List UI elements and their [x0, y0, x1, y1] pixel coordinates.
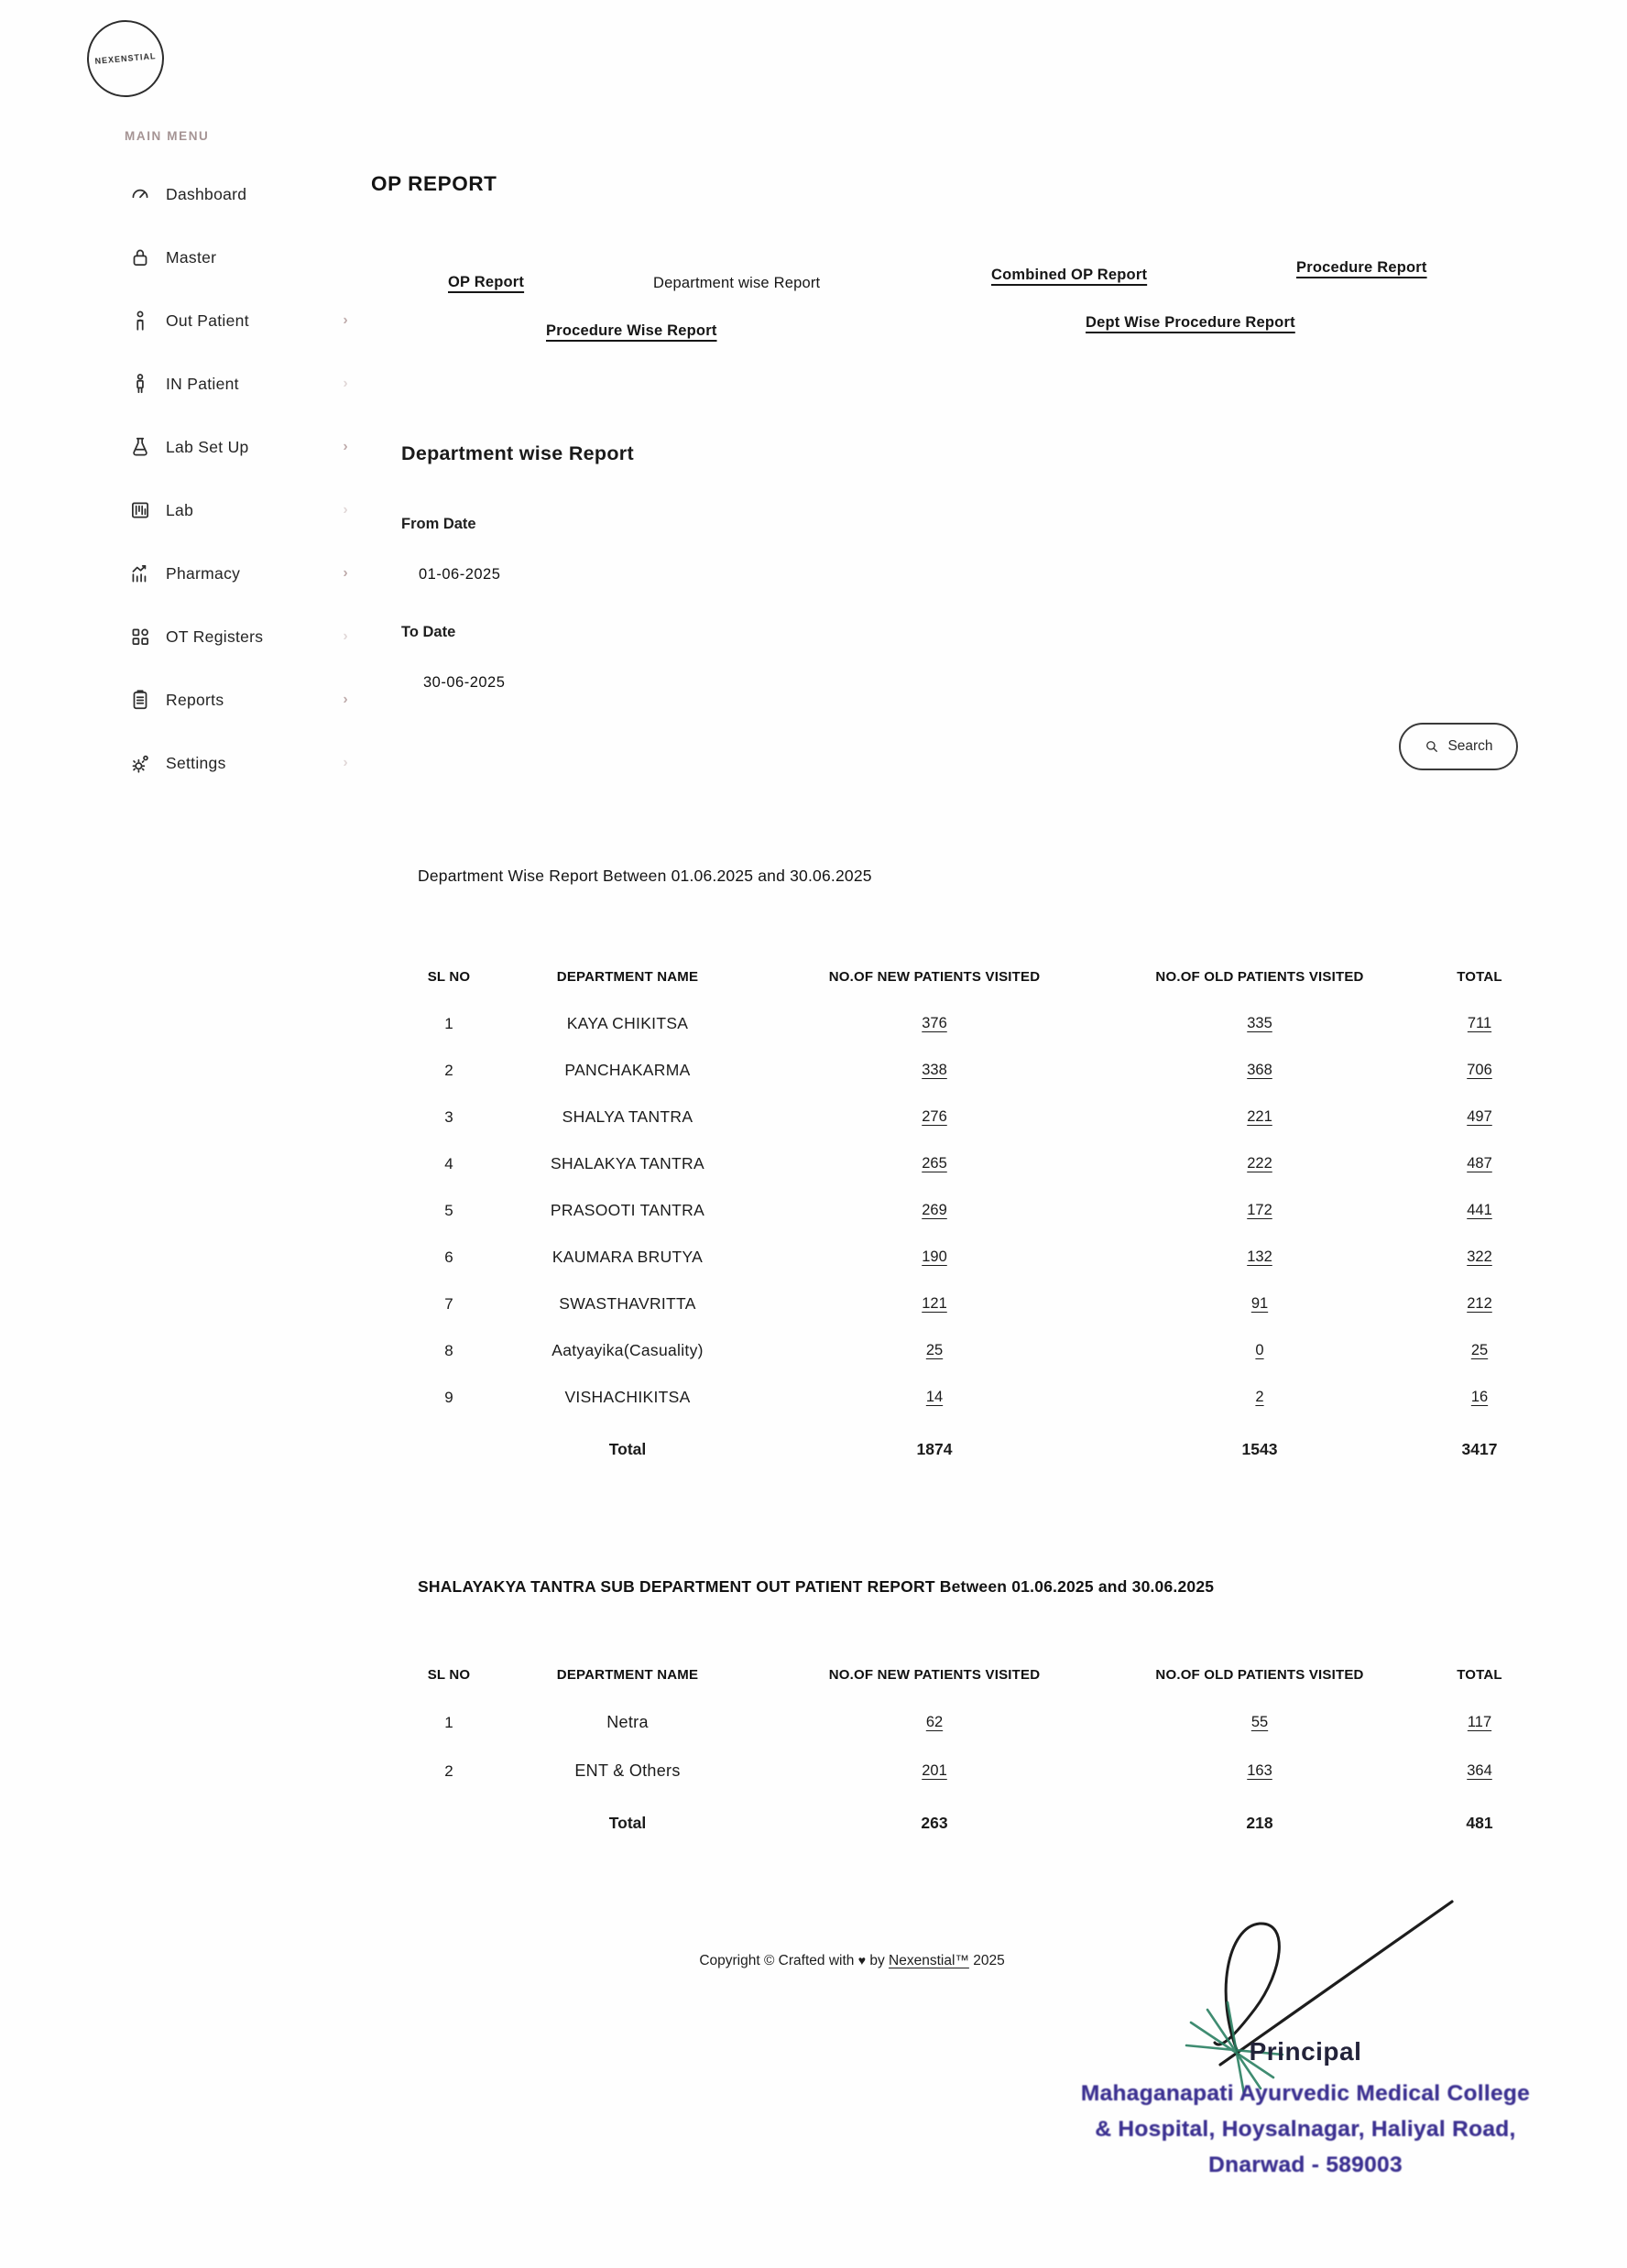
signatory-title: Principal: [1249, 2037, 1362, 2066]
slno-cell: 3: [444, 1107, 453, 1126]
lab-machine-icon: [128, 498, 152, 522]
report1-table: [412, 960, 1539, 1473]
report1-title: Department Wise Report Between 01.06.2025 and 30.06.2025: [418, 867, 872, 885]
column-header-department: DEPARTMENT NAME: [556, 968, 699, 985]
table-row: [412, 1698, 1539, 1747]
lock-icon: [128, 245, 152, 269]
new-patients-link[interactable]: 265: [922, 1155, 947, 1172]
search-button[interactable]: [1399, 723, 1518, 770]
total-link[interactable]: 497: [1467, 1108, 1492, 1125]
slno-cell: 8: [444, 1341, 453, 1359]
sidebar-item-label: Lab: [166, 500, 194, 519]
sidebar-item-label: Pharmacy: [166, 563, 241, 583]
report2-table: [412, 1658, 1539, 1848]
total-old-patients: 218: [1246, 1814, 1273, 1832]
slno-cell: 4: [444, 1154, 453, 1172]
total-link[interactable]: 16: [1470, 1389, 1489, 1405]
department-cell: VISHACHIKITSA: [564, 1388, 691, 1406]
gauge-icon: [128, 182, 152, 206]
department-cell: KAYA CHIKITSA: [566, 1014, 689, 1032]
slno-cell: 7: [444, 1294, 453, 1313]
slno-cell: 1: [444, 1713, 453, 1731]
copyright-by: by: [869, 1953, 885, 1968]
sidebar-menu: [128, 180, 348, 778]
column-header-slno: SL NO: [427, 968, 471, 985]
sidebar-item-label: Settings: [166, 753, 226, 772]
stamp-line-city: Dnarwad - 589003: [1208, 2153, 1403, 2177]
grid-icon: [128, 625, 152, 649]
tab-op-report[interactable]: OP Report: [448, 274, 525, 290]
table-header-row: [412, 960, 1539, 993]
new-patients-link[interactable]: 25: [925, 1342, 944, 1358]
old-patients-link[interactable]: 335: [1247, 1015, 1272, 1031]
chevron-right-icon: ›: [343, 692, 348, 707]
slno-cell: 2: [444, 1761, 453, 1780]
sidebar-item-label: OT Registers: [166, 627, 264, 646]
footer-copyright: [394, 1953, 1310, 1969]
table-row: [412, 1747, 1539, 1795]
new-patients-link[interactable]: 376: [922, 1015, 947, 1031]
in-patient-person-icon: [128, 372, 152, 396]
logo-text: NEXENSTIAL: [94, 51, 157, 66]
tab-combined-op-report[interactable]: Combined OP Report: [991, 267, 1148, 283]
total-label: Total: [608, 1814, 647, 1832]
department-cell: SHALYA TANTRA: [562, 1107, 693, 1126]
logo-circle-icon: [83, 16, 167, 100]
table-row: [412, 1140, 1539, 1187]
new-patients-link[interactable]: 201: [922, 1762, 947, 1779]
sidebar-item-pharmacy[interactable]: [128, 559, 348, 588]
old-patients-link[interactable]: 0: [1255, 1342, 1264, 1358]
total-label: Total: [608, 1440, 647, 1458]
stamp-line-college: Mahaganapati Ayurvedic Medical College: [1080, 2081, 1531, 2106]
tab-department-wise-report[interactable]: Department wise Report: [653, 275, 821, 291]
from-date-label: From Date: [401, 516, 476, 532]
department-cell: SWASTHAVRITTA: [559, 1294, 696, 1313]
sidebar-item-label: Master: [166, 247, 217, 267]
total-link[interactable]: 117: [1467, 1714, 1492, 1730]
table-row: [412, 1327, 1539, 1374]
table-row: [412, 1234, 1539, 1281]
table-row: [412, 1000, 1539, 1047]
report2-title: SHALAYAKYA TANTRA SUB DEPARTMENT OUT PATIENT REPORT Between 01.06.2025 and 30.06.2025: [418, 1577, 1215, 1596]
column-header-total: TOTAL: [1457, 968, 1502, 985]
copyright-text: Copyright © Crafted with: [699, 1953, 855, 1968]
table-row: [412, 1047, 1539, 1094]
new-patients-link[interactable]: 269: [922, 1202, 947, 1218]
column-header-new-patients: NO.OF NEW PATIENTS VISITED: [828, 968, 1041, 985]
sidebar-section-label: MAIN MENU: [125, 129, 210, 143]
department-cell: PRASOOTI TANTRA: [550, 1201, 705, 1219]
heart-icon: ♥: [857, 1953, 867, 1968]
total-link[interactable]: 25: [1470, 1342, 1489, 1358]
total-new-patients: 1874: [916, 1440, 953, 1458]
slno-cell: 5: [444, 1201, 453, 1219]
stamp-line-address: & Hospital, Hoysalnagar, Haliyal Road,: [1095, 2117, 1516, 2142]
total-link[interactable]: 706: [1467, 1062, 1492, 1078]
search-icon: [1424, 738, 1440, 755]
total-link[interactable]: 711: [1467, 1015, 1492, 1031]
chevron-right-icon: ›: [343, 755, 348, 770]
app-logo: [87, 20, 164, 97]
total-link[interactable]: 212: [1467, 1295, 1492, 1312]
old-patients-link[interactable]: 132: [1247, 1248, 1272, 1265]
total-link[interactable]: 487: [1467, 1155, 1492, 1172]
sidebar-item-lab-setup[interactable]: [128, 432, 348, 462]
new-patients-link[interactable]: 14: [925, 1389, 944, 1405]
to-date-label: To Date: [401, 624, 456, 640]
table-row: [412, 1094, 1539, 1140]
tab-procedure-wise-report[interactable]: Procedure Wise Report: [546, 322, 717, 339]
slno-cell: 2: [444, 1061, 453, 1079]
sidebar-item-label: IN Patient: [166, 374, 239, 393]
total-link[interactable]: 364: [1467, 1762, 1492, 1779]
to-date-input[interactable]: 30-06-2025: [423, 674, 506, 691]
department-cell: ENT & Others: [574, 1761, 681, 1780]
department-cell: KAUMARA BRUTYA: [551, 1248, 704, 1266]
sidebar-item-lab[interactable]: [128, 496, 348, 525]
sidebar-item-settings[interactable]: [128, 748, 348, 778]
table-row: [412, 1374, 1539, 1421]
sidebar-item-label: Reports: [166, 690, 224, 709]
total-grand: 3417: [1461, 1440, 1498, 1458]
tab-procedure-report[interactable]: Procedure Report: [1296, 259, 1427, 276]
new-patients-link[interactable]: 190: [922, 1248, 947, 1265]
sidebar-item-label: Lab Set Up: [166, 437, 249, 456]
sidebar-item-in-patient[interactable]: [128, 369, 348, 398]
old-patients-link[interactable]: 221: [1247, 1108, 1272, 1125]
column-header-total: TOTAL: [1457, 1666, 1502, 1683]
chevron-right-icon: ›: [343, 312, 348, 328]
total-new-patients: 263: [921, 1814, 948, 1832]
total-link[interactable]: 441: [1467, 1202, 1492, 1218]
table-row: [412, 1187, 1539, 1234]
principal-stamp: [1031, 2037, 1580, 2183]
slno-cell: 6: [444, 1248, 453, 1266]
new-patients-link[interactable]: 338: [922, 1062, 947, 1078]
flask-icon: [128, 435, 152, 459]
from-date-input[interactable]: 01-06-2025: [419, 566, 501, 583]
filter-heading: Department wise Report: [401, 442, 634, 464]
chevron-right-icon: ›: [343, 502, 348, 518]
column-header-old-patients: NO.OF OLD PATIENTS VISITED: [1155, 968, 1364, 985]
total-old-patients: 1543: [1241, 1440, 1278, 1458]
sidebar-item-out-patient[interactable]: [128, 306, 348, 335]
sidebar-item-master[interactable]: [128, 243, 348, 272]
column-header-new-patients: NO.OF NEW PATIENTS VISITED: [828, 1666, 1041, 1683]
chevron-right-icon: ›: [343, 628, 348, 644]
table-row: [412, 1281, 1539, 1327]
old-patients-link[interactable]: 172: [1247, 1202, 1272, 1218]
column-header-old-patients: NO.OF OLD PATIENTS VISITED: [1155, 1666, 1364, 1683]
old-patients-link[interactable]: 368: [1247, 1062, 1272, 1078]
old-patients-link[interactable]: 55: [1250, 1714, 1269, 1730]
new-patients-link[interactable]: 276: [922, 1108, 947, 1125]
page-title: OP REPORT: [371, 172, 497, 195]
chevron-right-icon: ›: [343, 439, 348, 454]
sidebar-item-reports[interactable]: [128, 685, 348, 714]
sidebar-item-dashboard[interactable]: [128, 180, 348, 209]
table-header-row: [412, 1658, 1539, 1691]
new-patients-link[interactable]: 62: [925, 1714, 944, 1730]
clipboard-icon: [128, 688, 152, 712]
table-total-row: [412, 1426, 1539, 1473]
department-cell: SHALAKYA TANTRA: [551, 1154, 704, 1172]
old-patients-link[interactable]: 2: [1255, 1389, 1264, 1405]
chevron-right-icon: ›: [343, 376, 348, 391]
column-header-department: DEPARTMENT NAME: [556, 1666, 699, 1683]
column-header-slno: SL NO: [427, 1666, 471, 1683]
new-patients-link[interactable]: 121: [922, 1295, 947, 1312]
copyright-year: 2025: [973, 1953, 1005, 1968]
old-patients-link[interactable]: 222: [1247, 1155, 1272, 1172]
tab-dept-wise-procedure-report[interactable]: Dept Wise Procedure Report: [1086, 314, 1295, 331]
slno-cell: 9: [444, 1388, 453, 1406]
sidebar-item-label: Out Patient: [166, 311, 249, 330]
pharmacy-chart-icon: [128, 562, 152, 585]
total-grand: 481: [1466, 1814, 1493, 1832]
search-button-label: Search: [1447, 738, 1493, 754]
brand-link[interactable]: Nexenstial™: [889, 1953, 969, 1968]
department-cell: Aatyayika(Casuality): [551, 1341, 704, 1359]
total-link[interactable]: 322: [1467, 1248, 1492, 1265]
sidebar-item-label: Dashboard: [166, 184, 247, 203]
gear-icon: [128, 751, 152, 775]
old-patients-link[interactable]: 91: [1250, 1295, 1269, 1312]
department-cell: PANCHAKARMA: [564, 1061, 691, 1079]
department-cell: Netra: [606, 1713, 649, 1731]
out-patient-person-icon: [128, 309, 152, 333]
sidebar-item-ot-registers[interactable]: [128, 622, 348, 651]
chevron-right-icon: ›: [343, 565, 348, 581]
old-patients-link[interactable]: 163: [1247, 1762, 1272, 1779]
table-total-row: [412, 1799, 1539, 1848]
slno-cell: 1: [444, 1014, 453, 1032]
